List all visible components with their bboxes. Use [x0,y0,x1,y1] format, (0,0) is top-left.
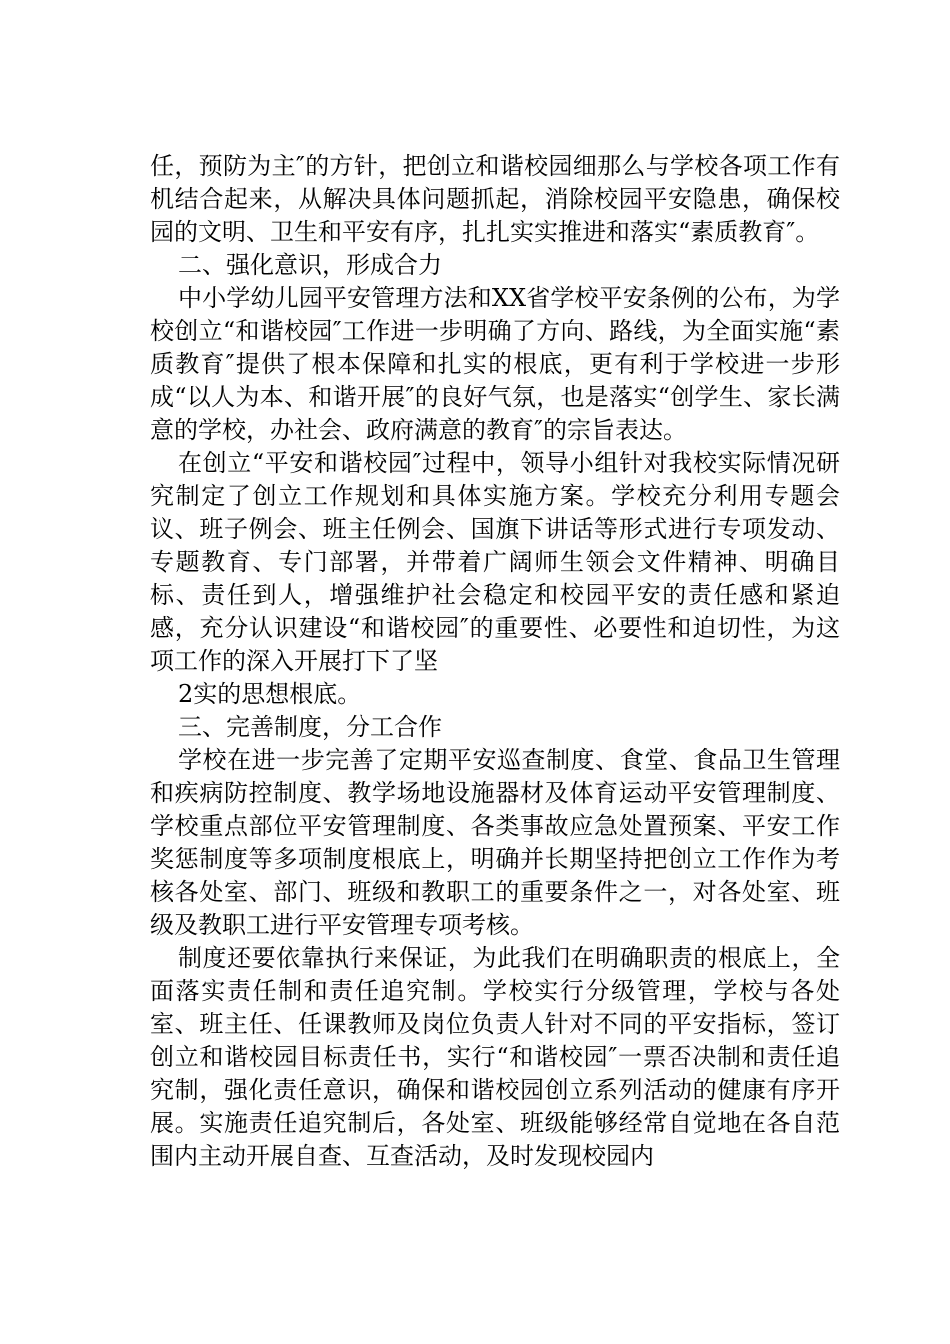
paragraph-regulations: 中小学幼儿园平安管理方法和XX省学校平安条例的公布，为学校创立“和谐校园″工作进一步明确了方向、路线，为全面实施“素质教育″提供了根本保障和扎实的根底，更有利于学校进一步形成“以人为本、和谐开展″的良好气氛，也是落实“创学生、家长满意的学校，办社会、政府满意的教育″的宗旨表达。 [150,284,840,444]
section-heading-2: 二、强化意识，形成合力 [178,251,442,279]
paragraph-planning: 在创立“平安和谐校园″过程中，领导小组针对我校实际情况研究制定了创立工作规划和具体实施方案。学校充分利用专题会议、班子例会、班主任例会、国旗下讲话等形式进行专项发动、专题教育、专门部署，并带着广阔师生领会文件精神、明确目标、责任到人，增强维护社会稳定和校园平安的责任感和紧迫感，充分认识建设“和谐校园″的重要性、必要性和迫切性，为这项工作的深入开展打下了坚 [150,449,840,675]
paragraph-page-break-fragment: 2实的思想根底。 [178,680,362,708]
section-heading-3: 三、完善制度，分工合作 [178,713,442,741]
paragraph-continuation: 任，预防为主″的方针，把创立和谐校园细那么与学校各项工作有机结合起来，从解决具体问题抓起，消除校园平安隐患，确保校园的文明、卫生和平安有序，扎扎实实推进和落实“素质教育″。 [150,152,840,246]
paragraph-responsibility: 制度还要依靠执行来保证，为此我们在明确职责的根底上，全面落实责任制和责任追究制。学校实行分级管理，学校与各处室、班主任、任课教师及岗位负责人针对不同的平安指标，签订创立和谐校园目标责任书，实行“和谐校园″一票否决制和责任追究制，强化责任意识，确保和谐校园创立系列活动的健康有序开展。实施责任追究制后，各处室、班级能够经常自觉地在各自范围内主动开展自查、互查活动，及时发现校园内 [150,944,840,1170]
document-body [150,150,840,1173]
paragraph-systems: 学校在进一步完善了定期平安巡查制度、食堂、食品卫生管理和疾病防控制度、教学场地设施器材及体育运动平安管理制度、学校重点部位平安管理制度、各类事故应急处置预案、平安工作奖惩制度等多项制度根底上，明确并长期坚持把创立工作作为考核各处室、部门、班级和教职工的重要条件之一，对各处室、班级及教职工进行平安管理专项考核。 [150,746,840,939]
